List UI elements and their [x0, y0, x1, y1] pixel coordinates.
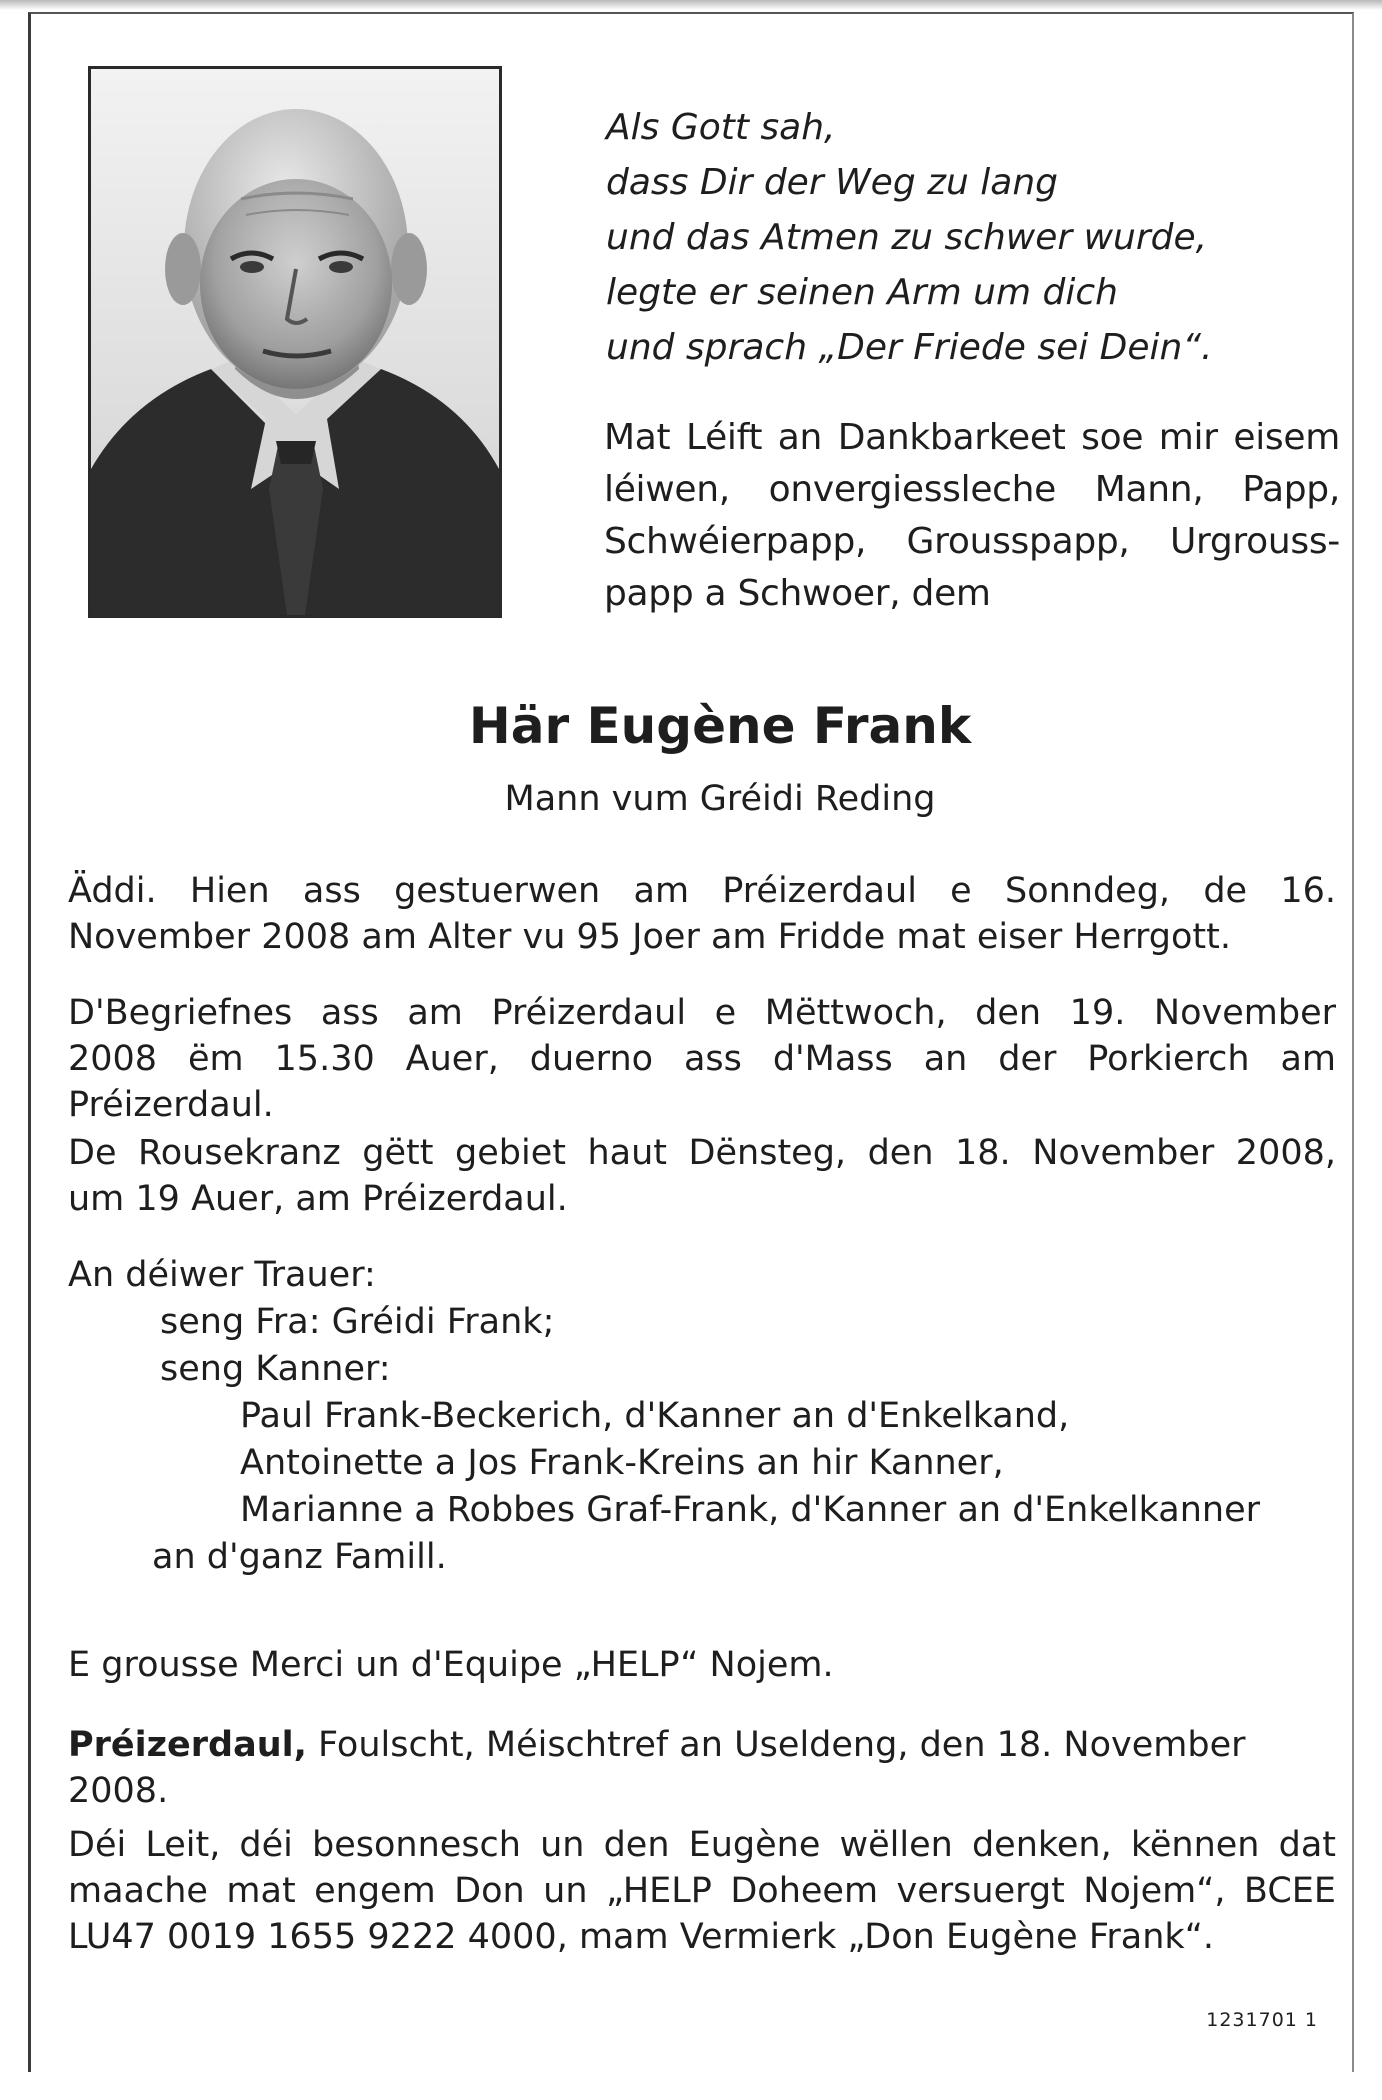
paragraph-line: D'Begriefnes ass am Préizerdaul e Mëttwoch, den 19. November — [68, 993, 1336, 1033]
paragraph-line: November 2008 am Alter vu 95 Joer am Fridde mat eiser Herrgott. — [68, 917, 1231, 957]
thanks-text: E grousse Merci un d'Equipe „HELP“ Nojem. — [68, 1645, 834, 1685]
mourner-child: Marianne a Robbes Graf-Frank, d'Kanner an d'Enkelkanner — [240, 1490, 1261, 1530]
intro-line: Schwéierpapp, Grousspapp, Urgrouss- — [604, 521, 1340, 562]
portrait-illustration — [91, 69, 499, 615]
reference-number: 1231701 1 — [1206, 2009, 1318, 2031]
poem-line: Als Gott sah, — [606, 107, 836, 148]
scan-edge — [0, 0, 1382, 10]
intro-paragraph — [604, 412, 1340, 620]
poem-line: legte er seinen Arm um dich — [606, 272, 1118, 313]
mourner-family: an d'ganz Famill. — [152, 1537, 447, 1577]
poem-line: dass Dir der Weg zu lang — [606, 162, 1059, 203]
donation-paragraph — [68, 1822, 1336, 1960]
paragraph-line: 2008 ëm 15.30 Auer, duerno ass d'Mass an der Porkierch am — [68, 1039, 1336, 1079]
deceased-name: Här Eugène Frank — [468, 697, 972, 755]
place-date-line — [68, 1722, 1336, 1768]
donation-line: maache mat engem Don un „HELP Doheem versuergt Nojem“, BCEE — [68, 1871, 1336, 1911]
poem — [606, 100, 1326, 375]
mourner-children-label: seng Kanner: — [160, 1349, 391, 1389]
mourner-child: Paul Frank-Beckerich, d'Kanner an d'Enkelkand, — [240, 1396, 1070, 1436]
donation-line: LU47 0019 1655 9222 4000, mam Vermierk „Don Eugène Frank“. — [68, 1917, 1214, 1957]
intro-line: Mat Léift an Dankbarkeet soe mir eisem — [604, 417, 1340, 458]
thanks-line — [68, 1642, 1336, 1688]
poem-line: und das Atmen zu schwer wurde, — [606, 217, 1208, 258]
place-date-rest: Foulscht, Méischtref an Useldeng, den 18. November — [306, 1725, 1246, 1765]
donation-line: Déi Leit, déi besonnesch un den Eugène wëllen denken, kënnen dat — [68, 1825, 1336, 1865]
mourners-list — [68, 1252, 1348, 1581]
funeral-paragraph — [68, 990, 1336, 1128]
paragraph-line: De Rousekranz gëtt gebiet haut Dënsteg, den 18. November 2008, — [68, 1133, 1336, 1173]
paragraph-line: um 19 Auer, am Préizerdaul. — [68, 1179, 568, 1219]
mourner-wife: seng Fra: Gréidi Frank; — [160, 1302, 555, 1342]
deceased-subtitle: Mann vum Gréidi Reding — [504, 779, 936, 819]
place-date-year: 2008. — [68, 1771, 169, 1811]
poem-line: und sprach „Der Friede sei Dein“. — [606, 327, 1213, 368]
intro-line: léiwen, onvergiessleche Mann, Papp, — [604, 469, 1340, 510]
death-paragraph — [68, 868, 1336, 960]
paragraph-line: Préizerdaul. — [68, 1085, 274, 1125]
place-date — [68, 1722, 1336, 1814]
mourner-child: Antoinette a Jos Frank-Kreins an hir Kanner, — [240, 1443, 1004, 1483]
portrait-photo — [88, 66, 502, 618]
mourning-heading: An déiwer Trauer: — [68, 1255, 376, 1295]
rosary-paragraph — [68, 1130, 1336, 1222]
paragraph-line: Äddi. Hien ass gestuerwen am Préizerdaul e Sonndeg, de 16. — [68, 871, 1336, 911]
intro-line: papp a Schwoer, dem — [604, 573, 991, 614]
place-name: Préizerdaul, — [68, 1725, 307, 1765]
